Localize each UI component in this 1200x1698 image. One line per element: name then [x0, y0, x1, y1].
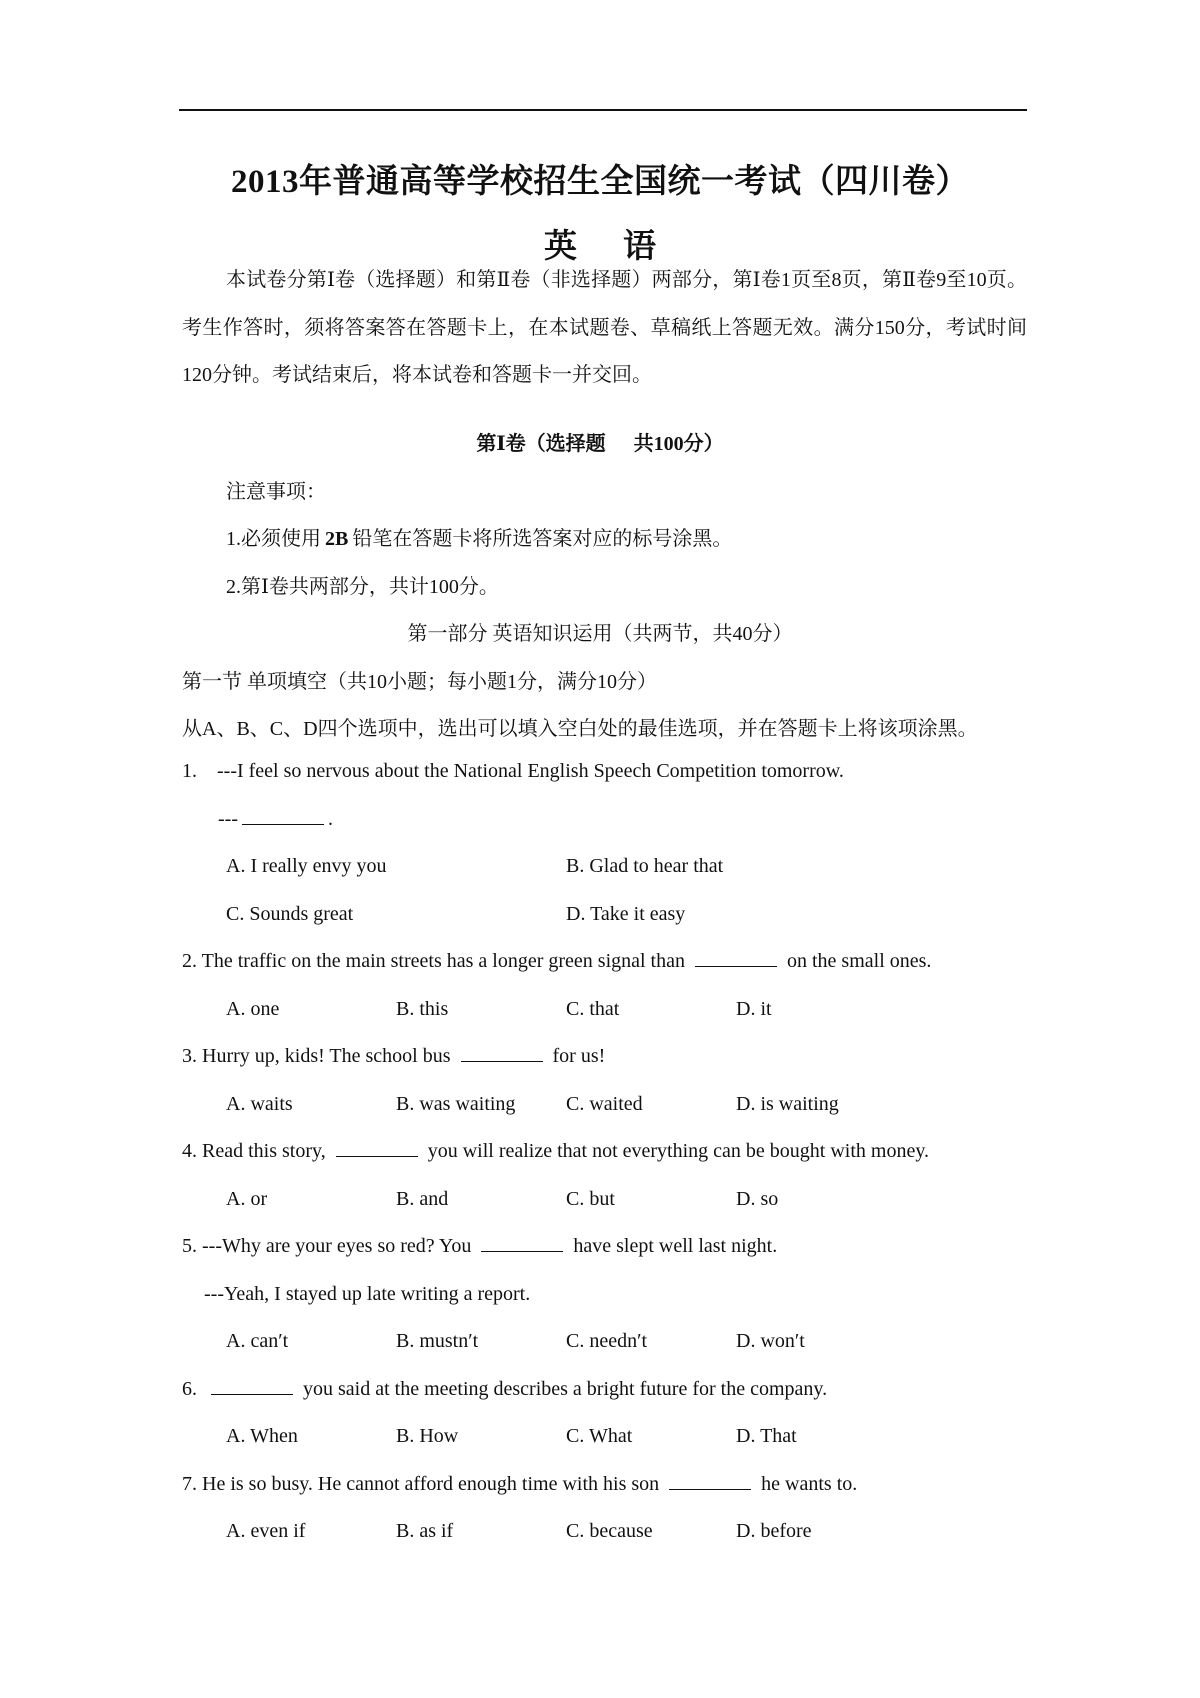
question-6-blank — [211, 1378, 293, 1395]
question-6-option-d: D. That — [736, 1425, 797, 1447]
question-2-text-start: 2. The traffic on the main streets has a longer green signal than — [182, 950, 685, 972]
question-6-text-end: you said at the meeting describes a bright future for the company. — [303, 1378, 828, 1400]
question-7-option-a: A. even if — [226, 1520, 306, 1542]
question-3-stem — [182, 1045, 605, 1068]
question-5-option-d: D. won′t — [736, 1330, 805, 1352]
question-5-text-start: 5. ---Why are your eyes so red? You — [182, 1235, 472, 1257]
question-5-stem — [182, 1235, 777, 1258]
question-2-stem — [182, 950, 931, 973]
exam-title: 2013年普通高等学校招生全国统一考试（四川卷） — [231, 164, 969, 200]
question-2-option-c: C. that — [566, 998, 620, 1020]
question-6-number: 6. — [182, 1378, 197, 1400]
part-one-heading-end: 共100分） — [633, 433, 724, 455]
question-6-option-b: B. How — [396, 1425, 459, 1447]
note-1 — [226, 522, 732, 551]
note-2: 2.第Ⅰ卷共两部分，共计100分。 — [226, 576, 499, 598]
question-2-option-b: B. this — [396, 998, 449, 1020]
question-3-text-start: 3. Hurry up, kids! The school bus — [182, 1045, 451, 1067]
question-1-stem: 1. ---I feel so nervous about the National English Speech Competition tomorrow. — [182, 760, 844, 782]
question-7-text-end: he wants to. — [761, 1473, 858, 1495]
question-2-option-a: A. one — [226, 998, 280, 1020]
notes-title: 注意事项： — [226, 481, 326, 503]
subject-title: 英语 — [544, 229, 702, 265]
question-7-option-d: D. before — [736, 1520, 812, 1542]
subsection-title: 第一节 单项填空（共10小题；每小题1分，满分10分） — [182, 671, 657, 693]
part-one-heading — [0, 427, 1200, 456]
question-4-text-start: 4. Read this story, — [182, 1140, 326, 1162]
note-1-start: 1.必须使用 — [226, 528, 321, 550]
question-2-blank — [695, 950, 777, 967]
question-4-option-b: B. and — [396, 1188, 449, 1210]
question-1-blank — [242, 808, 324, 825]
question-1-reply-end: . — [327, 808, 333, 830]
question-5-blank — [481, 1235, 563, 1252]
question-3-option-d: D. is waiting — [736, 1093, 839, 1115]
question-6-stem — [182, 1378, 827, 1401]
question-5-option-a: A. can′t — [226, 1330, 289, 1352]
question-5-option-b: B. mustn′t — [396, 1330, 479, 1352]
intro-paragraph — [182, 257, 1027, 400]
question-3-option-c: C. waited — [566, 1093, 643, 1115]
question-1-option-c: C. Sounds great — [226, 903, 354, 925]
question-3-option-b: B. was waiting — [396, 1093, 516, 1115]
header-rule — [179, 109, 1027, 111]
question-2-text-end: on the small ones. — [787, 950, 932, 972]
question-3-text-end: for us! — [552, 1045, 606, 1067]
question-5-text-end: have slept well last night. — [573, 1235, 778, 1257]
question-4-option-d: D. so — [736, 1188, 779, 1210]
question-6-option-a: A. When — [226, 1425, 298, 1447]
question-7-option-b: B. as if — [396, 1520, 454, 1542]
question-7-stem — [182, 1473, 857, 1496]
question-7-text-start: 7. He is so busy. He cannot afford enough time with his son — [182, 1473, 660, 1495]
note-1-pencil: 2B — [325, 528, 349, 550]
question-4-stem — [182, 1140, 929, 1163]
question-1-reply-dash: --- — [218, 808, 238, 830]
question-1-option-d: D. Take it easy — [566, 903, 686, 925]
question-3-option-a: A. waits — [226, 1093, 293, 1115]
question-4-text-end: you will realize that not everything can be bought with money. — [427, 1140, 930, 1162]
question-7-blank — [669, 1473, 751, 1490]
question-4-option-a: A. or — [226, 1188, 268, 1210]
question-5-option-c: C. needn′t — [566, 1330, 648, 1352]
part-one-heading-start: 第Ⅰ卷（选择题 — [476, 433, 606, 455]
question-6-option-c: C. What — [566, 1425, 633, 1447]
section-title: 第一部分 英语知识运用（共两节，共40分） — [407, 623, 793, 645]
question-1-option-b: B. Glad to hear that — [566, 855, 724, 877]
question-5-reply: ---Yeah, I stayed up late writing a report. — [204, 1283, 531, 1305]
question-4-blank — [336, 1140, 418, 1157]
instruction: 从A、B、C、D四个选项中，选出可以填入空白处的最佳选项，并在答题卡上将该项涂黑。 — [182, 718, 978, 740]
question-4-option-c: C. but — [566, 1188, 615, 1210]
question-7-option-c: C. because — [566, 1520, 653, 1542]
question-3-blank — [461, 1045, 543, 1062]
note-1-end: 铅笔在答题卡将所选答案对应的标号涂黑。 — [352, 528, 733, 550]
intro-text: 本试卷分第Ⅰ卷（选择题）和第Ⅱ卷（非选择题）两部分，第Ⅰ卷1页至8页，第Ⅱ卷9至10页。考生作答时，须将答案答在答题卡上，在本试题卷、草稿纸上答题无效。满分150分，考试时间120分钟。考试结束后，将本试卷和答题卡一并交回。 — [182, 269, 1027, 386]
question-1-option-a: A. I really envy you — [226, 855, 387, 877]
question-1-reply — [218, 808, 333, 831]
question-2-option-d: D. it — [736, 998, 772, 1020]
